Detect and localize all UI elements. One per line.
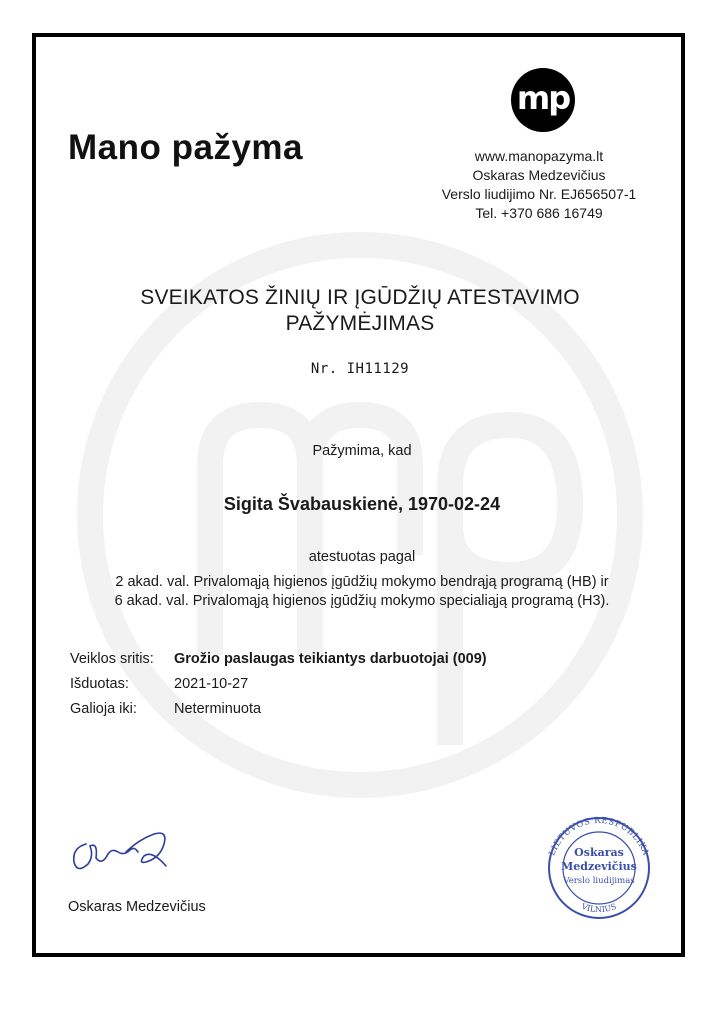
detail-label: Veiklos sritis: <box>70 650 154 667</box>
title-line-2: PAŽYMĖJIMAS <box>285 312 435 335</box>
stamp-line-3: Verslo liudijimas <box>563 876 635 886</box>
stamp-bottom-text: VILNIUS <box>580 901 618 915</box>
license-number: Verslo liudijimo Nr. EJ656507-1 <box>441 186 637 202</box>
detail-value: Grožio paslaugas teikiantys darbuotojai (009) <box>174 650 487 667</box>
contact-block <box>364 147 664 223</box>
detail-value: 2021-10-27 <box>174 675 249 692</box>
brand-name: Mano pažyma <box>68 128 303 167</box>
detail-label: Išduotas: <box>70 675 129 692</box>
mp-logo-icon <box>511 68 575 132</box>
stamp-line-1: Oskaras <box>574 846 624 859</box>
program-line-1: 2 akad. val. Privalomąją higienos įgūdžių mokymo bendrąją programą (HB) ir <box>115 574 609 590</box>
person-name: Sigita Švabauskienė, 1970-02-24 <box>223 494 501 514</box>
details-table <box>70 646 487 721</box>
detail-value: Neterminuota <box>174 700 262 717</box>
stamp-top-text: LIETUVOS RESPUBLIKA <box>547 815 651 858</box>
program-line-2: 6 akad. val. Privalomąją higienos įgūdžių mokymo specialiąją programą (H3). <box>114 593 610 609</box>
website-text: www.manopazyma.lt <box>474 148 604 164</box>
signature-icon <box>68 822 188 882</box>
detail-row-valid <box>70 696 487 721</box>
intro-text: Pažymima, kad <box>312 443 412 459</box>
certificate-number: Nr. IH11129 <box>310 361 410 377</box>
attested-text: atestuotas pagal <box>308 549 416 565</box>
title-line-1: SVEIKATOS ŽINIŲ IR ĮGŪDŽIŲ ATESTAVIMO <box>140 286 580 309</box>
certificate-title <box>60 285 660 337</box>
detail-label: Galioja iki: <box>70 700 137 717</box>
phone-number: Tel. +370 686 16749 <box>475 205 603 221</box>
stamp-line-2: Medzevičius <box>561 860 637 873</box>
official-stamp <box>538 812 660 920</box>
detail-row-activity <box>70 646 487 671</box>
detail-row-issued <box>70 671 487 696</box>
signer-name: Oskaras Medzevičius <box>68 899 206 915</box>
logo-text: mp <box>516 79 570 117</box>
contact-name: Oskaras Medzevičius <box>472 167 606 183</box>
